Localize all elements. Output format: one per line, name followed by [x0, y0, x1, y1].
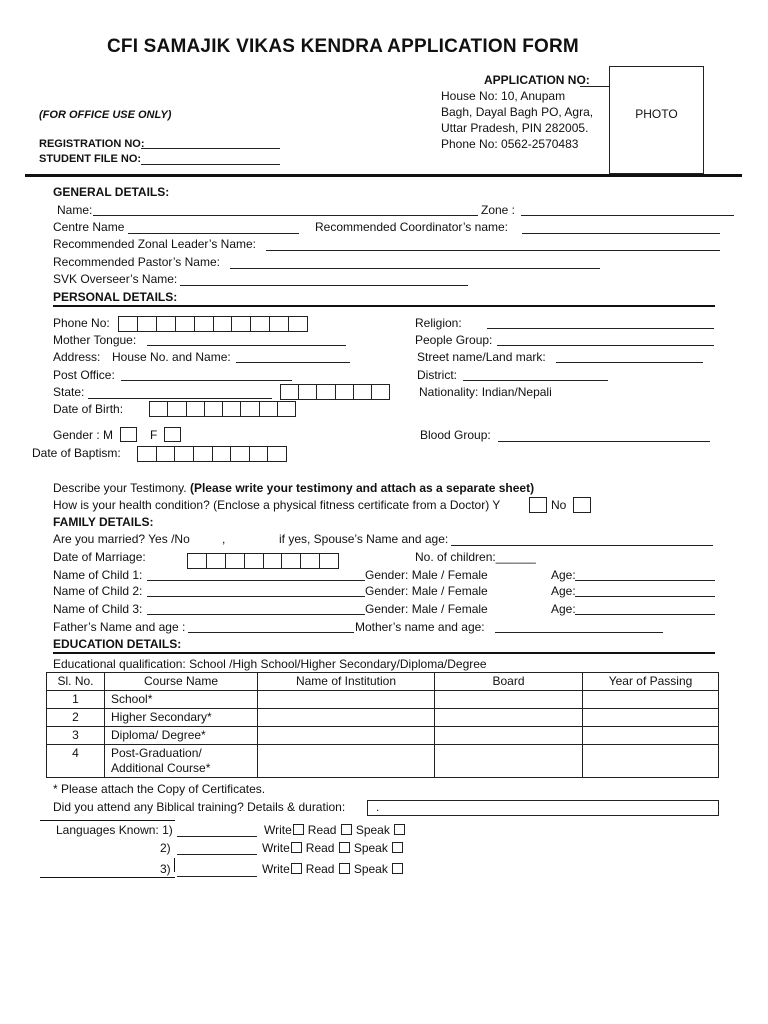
- education-details-heading: EDUCATION DETAILS:: [53, 637, 182, 651]
- table-row: [47, 691, 719, 709]
- personal-details-heading: PERSONAL DETAILS:: [53, 290, 178, 304]
- languages-bottom-rule: [40, 877, 175, 878]
- certificates-note: * Please attach the Copy of Certificates.: [53, 782, 266, 796]
- write-checkbox[interactable]: [291, 863, 302, 874]
- row-board-cell[interactable]: [435, 709, 583, 727]
- phone-digit-boxes[interactable]: [118, 316, 308, 332]
- row-no: 3: [47, 727, 105, 745]
- write-checkbox[interactable]: [291, 842, 302, 853]
- photo-label: PHOTO: [635, 107, 678, 121]
- read-checkbox[interactable]: [339, 842, 350, 853]
- speak-label: Speak: [353, 841, 388, 855]
- district-label: District:: [417, 368, 457, 382]
- speak-checkbox[interactable]: [394, 824, 405, 835]
- married-separator: ,: [222, 532, 226, 546]
- row-board-cell[interactable]: [435, 727, 583, 745]
- table-row: [47, 709, 719, 727]
- health-no-label: No: [551, 498, 567, 512]
- language-1-field[interactable]: [177, 836, 257, 837]
- child2-age-field[interactable]: [575, 596, 715, 597]
- speak-checkbox[interactable]: [392, 863, 403, 874]
- registration-no-label: REGISTRATION NO:: [39, 138, 145, 150]
- post-office-field[interactable]: [121, 380, 292, 381]
- centre-name-field[interactable]: [128, 233, 299, 234]
- people-group-label: People Group:: [415, 333, 493, 347]
- spouse-field[interactable]: [451, 545, 713, 546]
- marriage-date-boxes[interactable]: [187, 553, 339, 569]
- date-of-marriage-label: Date of Marriage:: [53, 550, 146, 564]
- row-institution-cell[interactable]: [258, 691, 435, 709]
- zonal-leader-field[interactable]: [266, 250, 720, 251]
- col-institution: Name of Institution: [258, 673, 435, 691]
- row-course: Higher Secondary*: [105, 709, 258, 727]
- write-label: Write: [262, 862, 290, 876]
- office-use-label: (FOR OFFICE USE ONLY): [39, 109, 172, 121]
- father-field[interactable]: [188, 632, 354, 633]
- child1-gender: Gender: Male / Female: [365, 568, 488, 582]
- languages-top-rule: [40, 820, 175, 821]
- col-year: Year of Passing: [583, 673, 719, 691]
- child3-field[interactable]: [147, 614, 365, 615]
- health-yes-checkbox[interactable]: [529, 497, 547, 513]
- child2-age-label: Age:: [551, 584, 576, 598]
- read-label: Read: [305, 841, 335, 855]
- overseer-field[interactable]: [180, 285, 468, 286]
- language-3-number: 3): [160, 862, 171, 876]
- speak-checkbox[interactable]: [392, 842, 403, 853]
- row-institution-cell[interactable]: [258, 745, 435, 778]
- write-checkbox[interactable]: [293, 824, 304, 835]
- languages-label: Languages Known: 1): [56, 823, 173, 837]
- testimony-line: [53, 481, 534, 495]
- language-2-number: 2): [160, 841, 171, 855]
- baptism-label: Date of Baptism:: [32, 446, 121, 460]
- phone-label: Phone No:: [53, 316, 110, 330]
- spouse-label: if yes, Spouse’s Name and age:: [279, 532, 449, 546]
- name-label: Name:: [57, 203, 93, 217]
- address-label: Address:: [53, 350, 101, 364]
- speak-label: Speak: [355, 823, 390, 837]
- photo-box[interactable]: [609, 66, 704, 174]
- religion-field[interactable]: [487, 328, 714, 329]
- mother-field[interactable]: [495, 632, 663, 633]
- district-field[interactable]: [463, 380, 608, 381]
- street-label: Street name/Land mark:: [417, 350, 546, 364]
- address-line-3: Uttar Pradesh, PIN 282005.: [441, 121, 589, 135]
- house-no-field[interactable]: [236, 362, 350, 363]
- street-field[interactable]: [556, 362, 703, 363]
- pastor-field[interactable]: [230, 268, 600, 269]
- row-no: 2: [47, 709, 105, 727]
- row-year-cell[interactable]: [583, 727, 719, 745]
- pin-code-boxes[interactable]: [280, 384, 390, 400]
- write-label: Write: [264, 823, 292, 837]
- married-label: Are you married? Yes /No: [53, 532, 190, 546]
- pastor-label: Recommended Pastor’s Name:: [53, 255, 220, 269]
- child2-gender: Gender: Male / Female: [365, 584, 488, 598]
- gender-female-label: F: [150, 428, 158, 442]
- language-3-field[interactable]: [177, 876, 257, 877]
- dob-label: Date of Birth:: [53, 402, 124, 416]
- child3-age-label: Age:: [551, 602, 576, 616]
- mother-tongue-field[interactable]: [147, 345, 346, 346]
- row-no: 4: [47, 745, 105, 778]
- nationality-label: Nationality: Indian/Nepali: [419, 385, 552, 399]
- form-title: CFI SAMAJIK VIKAS KENDRA APPLICATION FORM: [107, 36, 579, 57]
- testimony-instruction: (Please write your testimony and attach as a separate sheet): [189, 481, 535, 495]
- row-year-cell[interactable]: [583, 691, 719, 709]
- student-file-no-field[interactable]: [141, 164, 280, 165]
- biblical-training-value: .: [376, 800, 380, 814]
- state-label: State:: [53, 385, 85, 399]
- baptism-date-boxes[interactable]: [137, 446, 287, 462]
- centre-name-label: Centre Name: [53, 220, 125, 234]
- row-board-cell[interactable]: [435, 745, 583, 778]
- family-details-heading: FAMILY DETAILS:: [53, 515, 154, 529]
- child3-label: Name of Child 3:: [53, 602, 143, 616]
- dob-boxes[interactable]: [149, 401, 296, 417]
- row-course-line2: Additional Course*: [111, 761, 211, 775]
- testimony-label: Describe your Testimony.: [53, 481, 190, 495]
- biblical-training-field[interactable]: [367, 800, 719, 816]
- blood-group-field[interactable]: [498, 441, 710, 442]
- personal-divider: [53, 305, 715, 307]
- table-row: [47, 727, 719, 745]
- read-checkbox[interactable]: [341, 824, 352, 835]
- language-2-field[interactable]: [177, 854, 257, 855]
- zonal-leader-label: Recommended Zonal Leader’s Name:: [53, 237, 256, 251]
- read-checkbox[interactable]: [339, 863, 350, 874]
- children-count-label: No. of children:______: [415, 550, 536, 564]
- gender-label: Gender : M: [53, 428, 114, 442]
- application-no-label: APPLICATION NO:: [484, 73, 590, 87]
- table-header-row: [47, 673, 719, 691]
- house-no-label: House No. and Name:: [112, 350, 231, 364]
- row-institution-cell[interactable]: [258, 727, 435, 745]
- state-field[interactable]: [88, 398, 272, 399]
- child1-field[interactable]: [147, 580, 365, 581]
- row-year-cell[interactable]: [583, 745, 719, 778]
- read-label: Read: [305, 862, 335, 876]
- col-sl-no: Sl. No.: [47, 673, 105, 691]
- blood-group-label: Blood Group:: [420, 428, 491, 442]
- row-course-line1: Post-Graduation/: [111, 746, 202, 760]
- header-divider: [25, 174, 742, 177]
- health-label: How is your health condition? (Enclose a physical fitness certificate from a Doctor) Y: [53, 498, 501, 512]
- col-board: Board: [435, 673, 583, 691]
- address-line-1: House No: 10, Anupam: [441, 89, 566, 103]
- row-institution-cell[interactable]: [258, 709, 435, 727]
- mother-label: Mother’s name and age:: [355, 620, 485, 634]
- row-course: Diploma/ Degree*: [105, 727, 258, 745]
- gender-male-checkbox[interactable]: [120, 427, 137, 442]
- language-3-options: [262, 862, 407, 876]
- education-table: [46, 672, 719, 778]
- child2-label: Name of Child 2:: [53, 584, 143, 598]
- child1-label: Name of Child 1:: [53, 568, 143, 582]
- mother-tongue-label: Mother Tongue:: [53, 333, 137, 347]
- row-no: 1: [47, 691, 105, 709]
- read-label: Read: [307, 823, 337, 837]
- phone-number: Phone No: 0562-2570483: [441, 137, 579, 151]
- address-line-2: Bagh, Dayal Bagh PO, Agra,: [441, 105, 594, 119]
- student-file-no-label: STUDENT FILE NO:: [39, 153, 142, 165]
- overseer-label: SVK Overseer’s Name:: [53, 272, 178, 286]
- gender-female-checkbox[interactable]: [164, 427, 181, 442]
- write-label: Write: [262, 841, 290, 855]
- speak-label: Speak: [353, 862, 388, 876]
- people-group-field[interactable]: [497, 345, 714, 346]
- row-course: [105, 745, 258, 778]
- registration-no-field[interactable]: [141, 148, 280, 149]
- post-office-label: Post Office:: [53, 368, 115, 382]
- health-no-checkbox[interactable]: [573, 497, 591, 513]
- education-divider: [53, 652, 715, 654]
- name-field[interactable]: [93, 215, 478, 216]
- general-details-heading: GENERAL DETAILS:: [53, 185, 170, 199]
- qualification-label: Educational qualification: School /High School/Higher Secondary/Diploma/Degree: [53, 657, 487, 671]
- col-course-name: Course Name: [105, 673, 258, 691]
- row-course: School*: [105, 691, 258, 709]
- child2-field[interactable]: [147, 596, 365, 597]
- child3-gender: Gender: Male / Female: [365, 602, 488, 616]
- row-board-cell[interactable]: [435, 691, 583, 709]
- religion-label: Religion:: [415, 316, 462, 330]
- child3-age-field[interactable]: [575, 614, 715, 615]
- coordinator-label: Recommended Coordinator’s name:: [315, 220, 508, 234]
- table-row: [47, 745, 719, 778]
- child1-age-label: Age:: [551, 568, 576, 582]
- coordinator-field[interactable]: [522, 233, 720, 234]
- biblical-training-label: Did you attend any Biblical training? Details & duration:: [53, 800, 346, 814]
- zone-label: Zone :: [481, 203, 516, 217]
- language-3-cursor: [174, 858, 175, 872]
- row-year-cell[interactable]: [583, 709, 719, 727]
- zone-field[interactable]: [521, 215, 734, 216]
- father-label: Father’s Name and age :: [53, 620, 186, 634]
- language-1-options: [264, 823, 409, 837]
- language-2-options: [262, 841, 407, 855]
- child1-age-field[interactable]: [575, 580, 715, 581]
